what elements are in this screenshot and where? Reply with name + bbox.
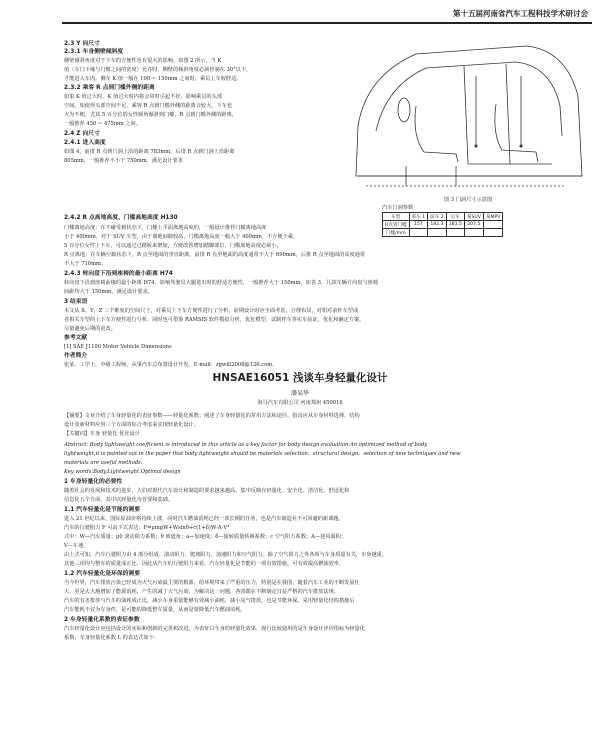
paragraph-line: 汽车轻量化设计应包括设计的实际和创新的完善和改进，为表征白车身的轻量化效果，现行比较通用的是车身设计评价指标为轻量化 <box>64 626 365 632</box>
table-cell: 门槛/mm <box>383 229 410 237</box>
section-heading: 1 车身轻量化的必要性 <box>64 479 123 485</box>
paragraph-line: 其他三项均与整车的质量成正比，因此从汽车的行驶阻力来看，汽车轻量化是节能的一项有效措施，可有效提高燃油效率。 <box>64 561 345 567</box>
paragraph-line: 5 百分位女性上下车，可以通过过踏板来增加，方便改善增加踏脚部位，门槛离地高度必须小。 <box>64 243 282 249</box>
keywords-en: Key words:Body,Lightweight,Optimal design <box>64 469 181 475</box>
paragraph-line: 门槛离地高度：在不碰受载状态下，门槛上平面离地高度的，一般设计推荐门槛离地高度 <box>64 225 267 231</box>
table-row <box>383 213 503 221</box>
paragraph-line: 当今世界，汽车排放污染已经成为大气污染最主要的根源，给环境带来了严重的压力，特别是在我国，随着汽车工业的不断发展壮 <box>64 580 360 586</box>
table-cell: 后车 <box>446 213 464 221</box>
table-cell: 182.3 <box>428 221 447 229</box>
figure-caption: 图 3 门洞尺寸示意图 <box>443 197 493 203</box>
paragraph-line: 随着社会的发展和技术的进步，人们对现代汽车设计和制造的要求越来越高，集中反映在轻量化、安全化、清洁化、舒适化和 <box>64 488 350 494</box>
keywords-cn: 【关键词】车身 轻量化 优化设计 <box>64 431 140 437</box>
table-cell: 某MPV <box>483 213 502 221</box>
paragraph-line: 空间。如使得头部空间不足，乘客 R 点到门槛外侧的距离会较大，下车也 <box>64 103 233 109</box>
paragraph-line: 系数，车身轻量化系数 L 的表达式如下： <box>64 635 159 641</box>
abstract-en-line: lightweight,it is pointed out in the paper that body lightweight should be materials selection、structural design、selection of new techniques and new <box>64 451 461 457</box>
paragraph-line: 信息化五个方面，其中以轻量化为首要和基础。 <box>64 497 173 503</box>
section-heading: 2.4.1 进入高度 <box>64 140 106 146</box>
paragraph-line: 805mm，一般推荐不小于 750mm，满足设计要求 <box>64 158 183 164</box>
references-heading: 参考文献 <box>64 335 88 341</box>
table-cell: R点到门槛 <box>383 221 410 229</box>
section-heading: 2.4.2 R 点高地高度、门槛高地高度 H130 <box>64 215 178 221</box>
paragraph-line: 进入 21 世纪以来，国际原油价格持续上涨，同时汽车燃油消耗已经一项长期的任务，也是汽车制造业不可回避的新课题。 <box>64 516 344 522</box>
paragraph-line: 一般推荐 450 ~ 475mm 之间。 <box>64 121 141 127</box>
paragraph-line: R 点离地：在车辆空载状态下，R 点至地面的垂直距离，前排 R 点至地面的高度通常不大于 690mm，后排 R 点至地面的高度通常 <box>64 252 366 258</box>
paragraph-line: 转向盘下沿到座椅前缘的最小距离 H74，影响驾驶员大腿进出时的舒适方便性，一般推荐大于 150mm，如表 3，儿款车辆方向盘与座椅 <box>64 280 379 286</box>
paragraph-line: 侧壁倾斜角度对于下车的方便性也有很大的影响，如图 2 所示，当 K <box>64 58 222 64</box>
paragraph-line: 本文从 X、Y、Z 三个维度的空间尺寸，对乘员上下车方便性进行了分析。前期设计时应全面考虑，合理布局，对相对前杆车型或 <box>64 308 359 314</box>
table-row <box>383 221 503 229</box>
table-cell: 157 <box>409 221 428 229</box>
formula-line: 汽车的行驶阻力 F 可由下式表达：F=μmgW+Wsinθ+c(1+δ)W·A·V² <box>64 525 230 531</box>
paper-affiliation: 海马汽车有限公司 河南郑州 450016 <box>257 400 343 406</box>
section-heading: 2 车身轻量化系数的表征参数 <box>64 617 140 623</box>
table-cell: 207.5 <box>464 221 483 229</box>
table-cell: 车型 <box>383 213 410 221</box>
paragraph-line: 者相关车型的上下车方便性进行分析，同时也可借鉴 RAMSIS 软件模拟分析，优化模型，试制样车等实车验证，优化和确定方案， <box>64 317 365 323</box>
paper-author: 潘某华 <box>290 390 309 397</box>
table-cell: 181.5 <box>446 221 464 229</box>
paragraph-line: 大，更是大大地增加了能源消耗，产生的减了大气污染，为解决这一问题，各国都在不断制定日益严格的汽车排放法规。 <box>64 589 339 595</box>
table-cell: 某SUV <box>464 213 483 221</box>
section-heading: 2.3.2 乘客 R 点到门槛外侧的距离 <box>64 85 155 91</box>
table-cell: 前车 1 <box>409 213 428 221</box>
abstract-en-line: materials are useful methods. <box>64 460 143 466</box>
paragraph-line: 小于 400mm，对于 SUV 车型，由于离地间隙较高，门槛离地高度一般大于 400mm，不方便于乘， <box>64 234 299 240</box>
section-heading: 2.4.3 转向盘下沿到座椅的最小距离 H74 <box>64 271 173 277</box>
section-heading: 2.3 Y 向尺寸 <box>64 41 100 47</box>
paragraph-line: 汽车能耗不仅为车身件，是可能的降低整车质量，从而是要降低汽车燃油消耗。 <box>64 607 246 613</box>
vehicle-door-figure <box>346 36 590 238</box>
paragraph-line: 式中：W—汽车质量；μ0 滚动阻力系数；θ 坡道角；a—加速度；δ—旋转质量转换系数；c 空气阻力系数；A—迎风面积； <box>64 534 346 540</box>
section-heading: 1.1 汽车轻量化是节能的需要 <box>64 507 141 513</box>
door-opening-diagram <box>346 36 590 204</box>
abstract-cn-line: 【摘要】文章介绍了车身轻量化的表征参数——轻量化系数；阐述了车身轻量化的常用方法和途径，指出应从车身材料选择、结构 <box>64 413 360 419</box>
paragraph-line: 由上式可知，汽车行驶阻力由 4 部分组成：滚动阻力、爬坡阻力、加速阻力和空气阻力。除了空气阻力之外各项与车身质量有关，车身越重， <box>64 552 388 558</box>
running-header: 第十五届河南省汽车工程科技学术研讨会 <box>453 9 588 18</box>
paragraph-line: 尽量避免后期的更改。 <box>64 326 116 332</box>
paragraph-line: 值（车门下缘与门槛之间的宽度）允许时，侧壁的倾斜角度必须控制在 30°以下， <box>64 67 252 73</box>
section-heading: 1.2 汽车轻量化是环保的需要 <box>64 571 141 577</box>
table-title: 汽车门洞参数 <box>382 205 414 211</box>
section-heading: 2.4 Z 向尺寸 <box>64 131 100 137</box>
author-bio: 张某，工学士，中级工程师，从事汽车总布置设计开发。E-mail：zgwill2008@126.com。 <box>64 362 278 368</box>
paper-title: HNSAE16051 浅谈车身轻量化设计 <box>212 372 388 384</box>
table-cell: 前车 2 <box>428 213 447 221</box>
paragraph-line: 才能进入车内。侧车 K 值一般在 100 ~ 150mm 之间时，乘员上车较舒适。 <box>64 76 242 82</box>
paragraph-line: 如果 K 值过大时，K 值过大时内将会同时引起不好，影响乘员的头部 <box>64 94 222 100</box>
section-heading: 2.3.1 车身侧壁倾斜度 <box>64 49 124 55</box>
paragraph-line: 如图 4，前排 R 点到门洞上沿的距离 783mm，后排 R 点到门洞上沿距离 <box>64 149 235 155</box>
paragraph-line: 间距均大于 150mm，满足设计要求。 <box>64 289 153 295</box>
paragraph-line: 大为不便。尤其 5 百分位的女性倾角倾斜到门槛，R 点到门槛外侧的距离， <box>64 112 237 118</box>
paragraph-line: 汽车的有害排放与汽车的油耗成正比，减小车身重量能够有效减小油耗，减小尾气排放，也是节能环保。采用轻量化结构措施后 <box>64 598 355 604</box>
author-heading: 作者简介 <box>64 353 88 359</box>
paragraph-line: V—车速。 <box>64 543 89 549</box>
table-cell <box>483 221 502 229</box>
header-rule <box>62 22 592 24</box>
abstract-en-line: Abstract: Body lightweight coefficient is introduced in this article as a key factor for body design evaluation.An optimized method of body <box>64 442 428 448</box>
section-heading: 3 结束语 <box>64 299 88 305</box>
paragraph-line: 不大于 710mm。 <box>64 261 107 267</box>
abstract-cn-line: 设计及新材料应用三个方面的综合考虑来实现轻量化设计。 <box>64 422 199 428</box>
reference-item: [1] SAE J1100 Motor Vehicle Dimensions <box>64 344 172 350</box>
